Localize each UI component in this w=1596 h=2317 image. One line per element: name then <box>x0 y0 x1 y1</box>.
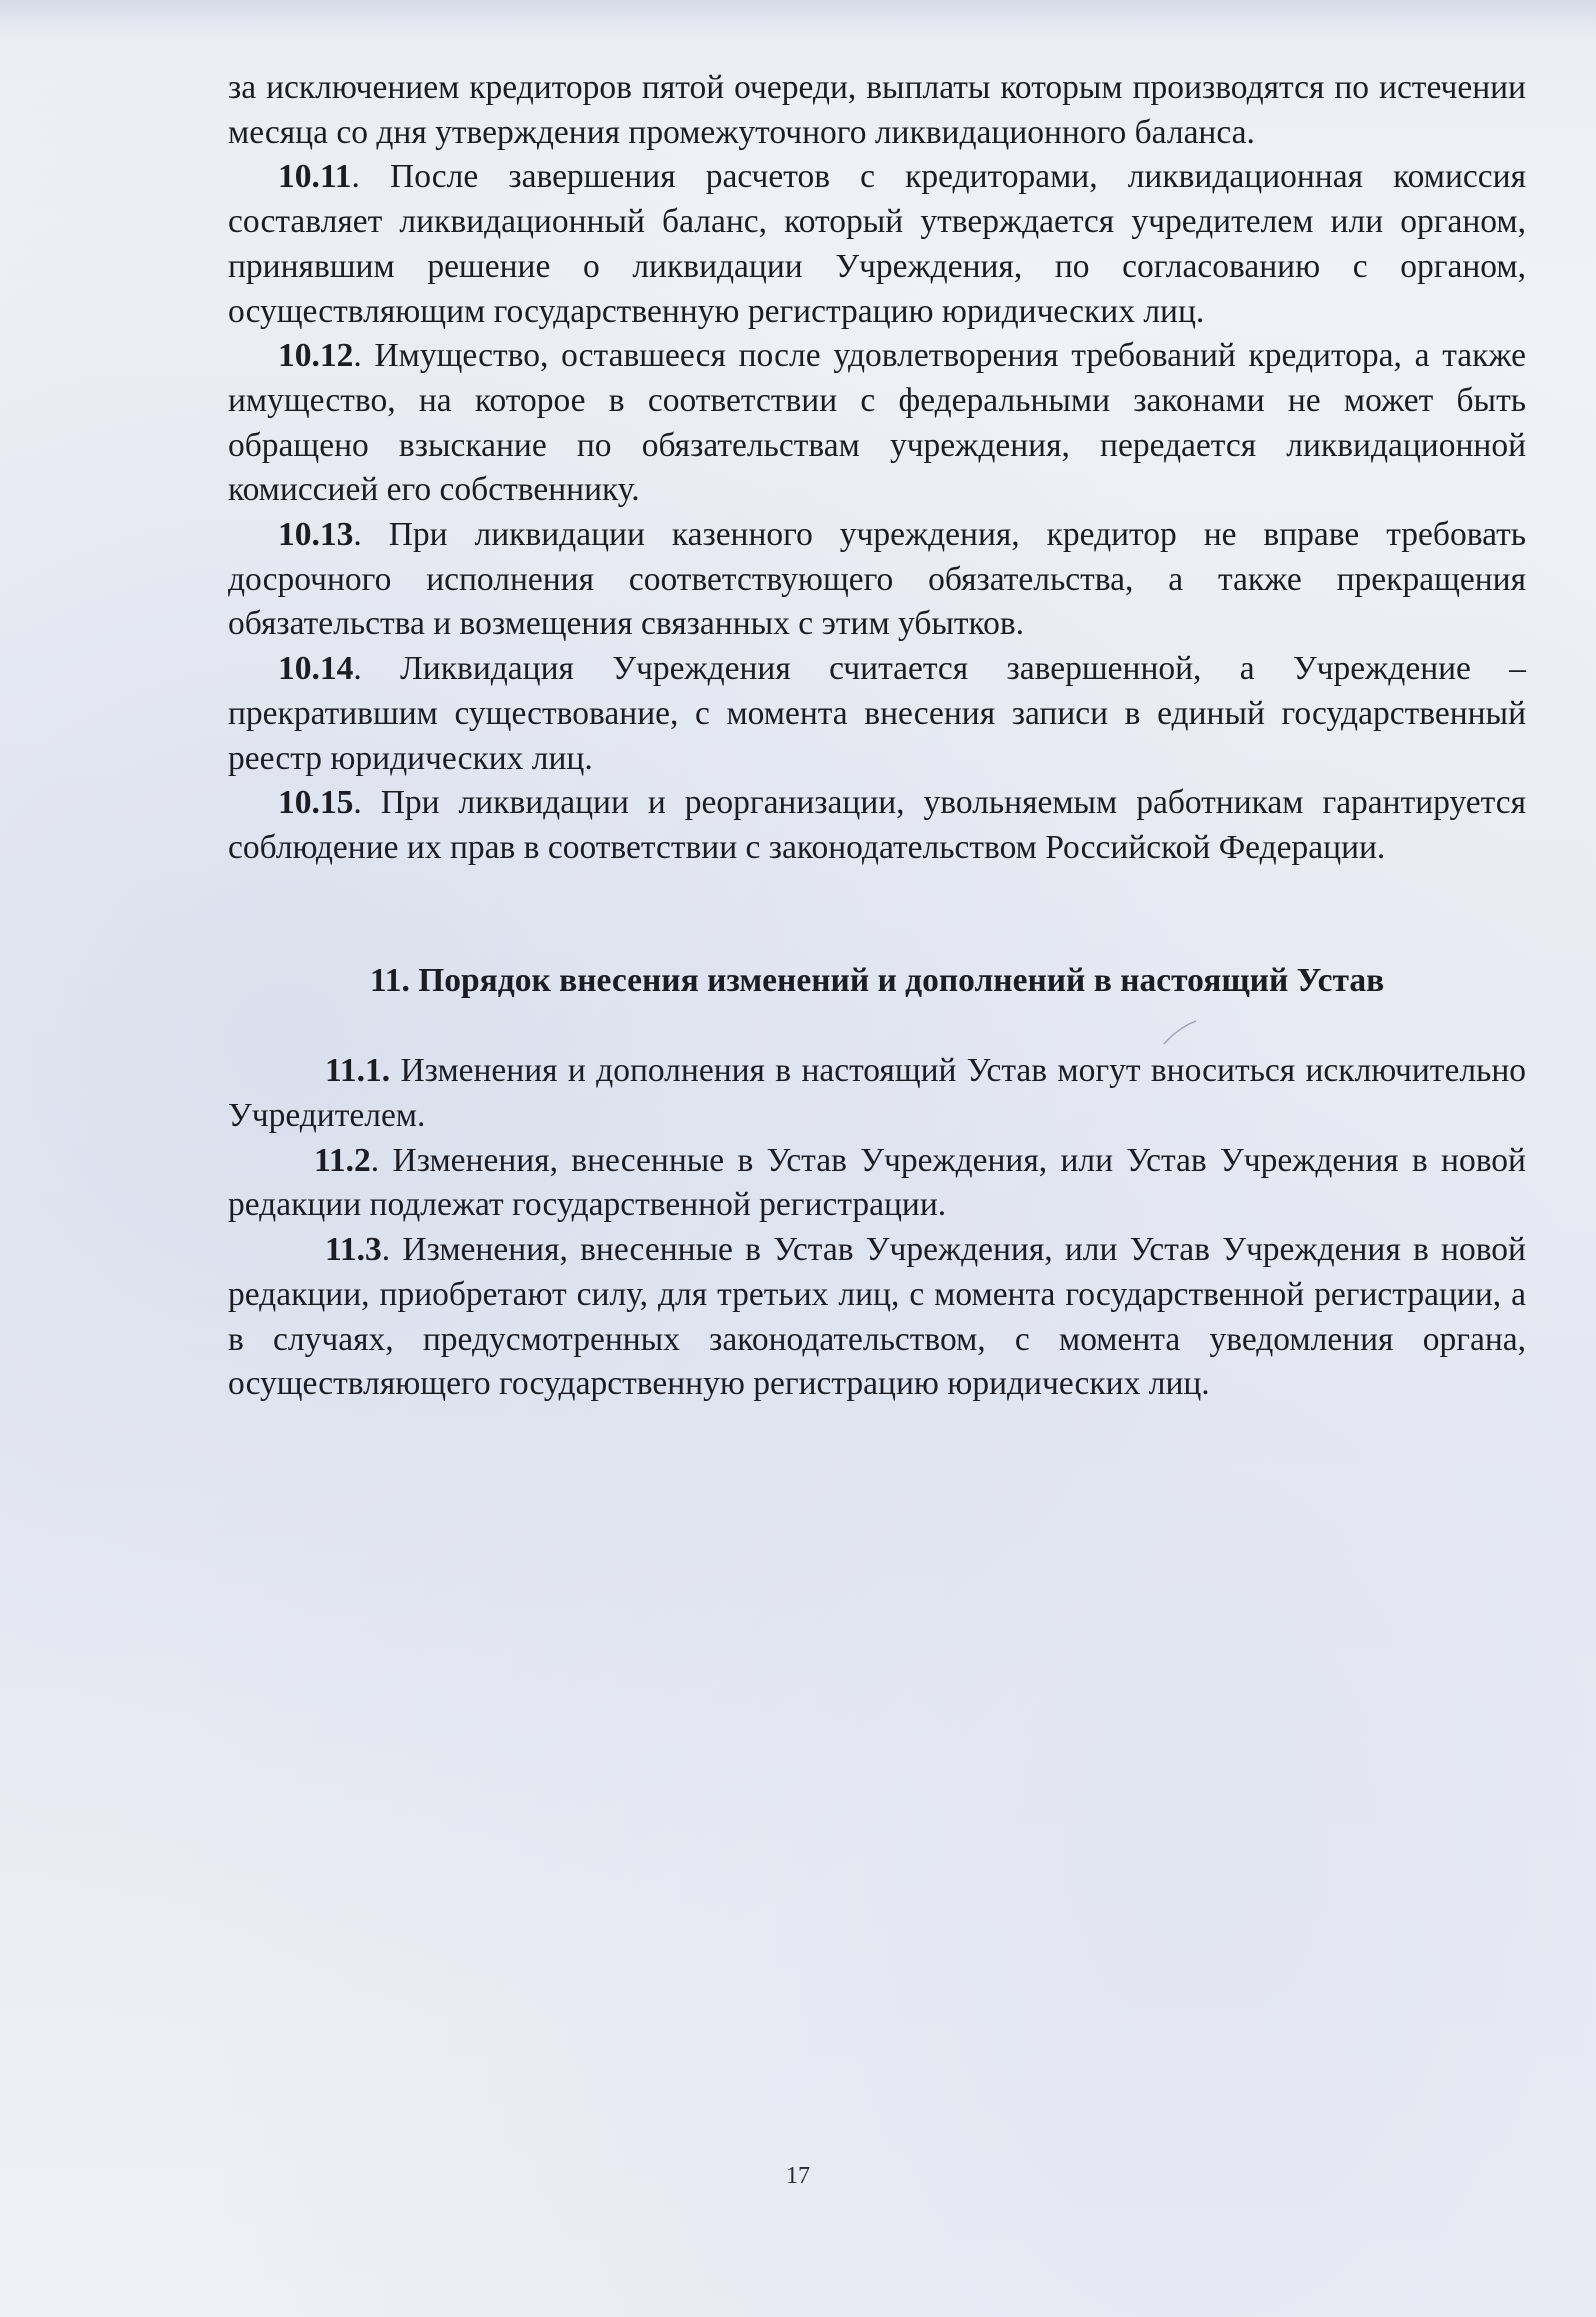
document-body <box>228 66 1526 1407</box>
clause-text: . После завершения расчетов с кредиторами, ликвидационная комиссия составляет ликвидационный баланс, который утверждается учредителем или органом, принявшим решение о ликвидации Учреждения, по согласованию с органом, осуществляющим государственную регистрацию юридических лиц. <box>228 158 1526 330</box>
paragraph-lead: за исключением кредиторов пятой очереди, выплаты которым производятся по истечении месяца со дня утверждения промежуточного ликвидационного баланса. <box>228 69 1526 151</box>
page-number: 17 <box>786 2163 810 2189</box>
clause-number: 10.13 <box>278 516 354 554</box>
clause-11-2 <box>228 1139 1526 1228</box>
clause-10-11 <box>228 155 1526 334</box>
clause-number: 11.1. <box>325 1052 391 1090</box>
clause-number: 10.12 <box>278 337 354 375</box>
clause-10-13 <box>228 513 1526 647</box>
section-11-heading: 11. Порядок внесения изменений и дополнений в настоящий Устав <box>369 961 1385 999</box>
clause-text: . Изменения, внесенные в Устав Учреждения, или Устав Учреждения в новой редакции, приобретают силу, для третьих лиц, с момента государственной регистрации, а в случаях, предусмотренных законодательством, с момента уведомления органа, осуществляющего государственную регистрацию юридических лиц. <box>228 1231 1526 1403</box>
clause-10-12 <box>228 334 1526 513</box>
clause-number: 11.2 <box>314 1141 371 1179</box>
clause-text: . Имущество, оставшееся после удовлетворения требований кредитора, а также имущество, на которое в соответствии с федеральными законами не может быть обращено взыскание по обязательствам учреждения, передается ликвидационной комиссией его собственнику. <box>228 337 1526 509</box>
clause-10-14 <box>228 647 1526 781</box>
clause-text: . При ликвидации и реорганизации, увольняемым работникам гарантируется соблюдение их прав в соответствии с законодательством Российской Федерации. <box>228 784 1526 866</box>
clause-text: . Изменения, внесенные в Устав Учреждения, или Устав Учреждения в новой редакции подлежат государственной регистрации. <box>228 1141 1526 1224</box>
clause-number: 10.14 <box>278 650 354 688</box>
clause-number: 10.15 <box>278 784 354 822</box>
clause-number: 11.3 <box>325 1231 382 1269</box>
section-11-body <box>228 1049 1526 1407</box>
pen-mark <box>1160 1018 1200 1048</box>
clause-text: . Ликвидация Учреждения считается завершенной, а Учреждение – прекратившим существование, с момента внесения записи в единый государственный реестр юридических лиц. <box>228 650 1526 777</box>
clause-number: 10.11 <box>278 158 352 196</box>
clause-11-3 <box>228 1228 1526 1407</box>
clause-text: Изменения и дополнения в настоящий Устав могут вноситься исключительно Учредителем. <box>228 1052 1526 1135</box>
clause-text: . При ликвидации казенного учреждения, кредитор не вправе требовать досрочного исполнения соответствующего обязательства, а также прекращения обязательства и возмещения связанных с этим убытков. <box>228 516 1526 643</box>
clause-11-1 <box>228 1049 1526 1138</box>
clause-10-15 <box>228 781 1526 870</box>
